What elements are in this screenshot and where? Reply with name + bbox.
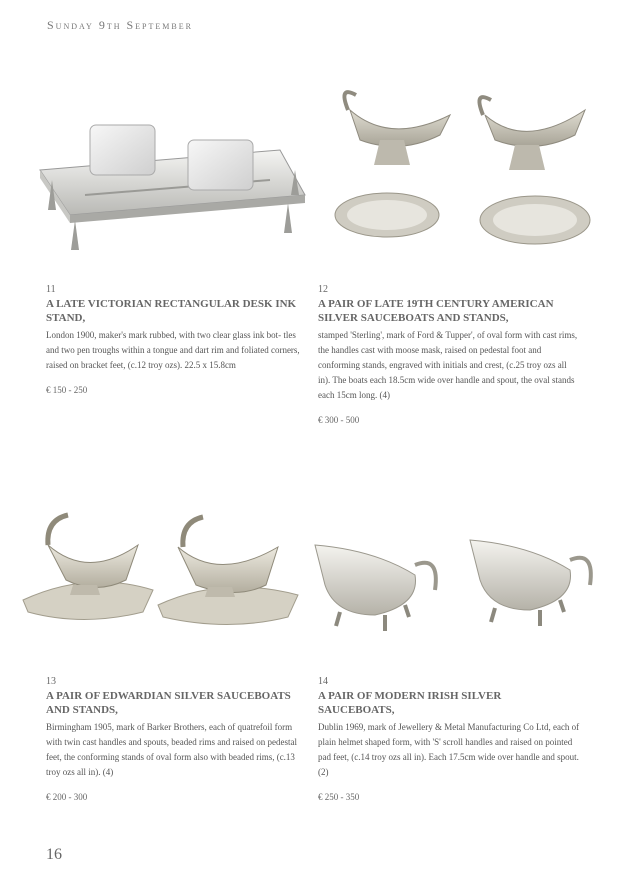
lot-13-photo: [18, 505, 318, 630]
lot-12-photo: [320, 80, 600, 260]
lot-number: 11: [46, 284, 56, 295]
lot-title: A PAIR OF MODERN IRISH SILVER SAUCEBOATS,: [318, 690, 502, 716]
lot-number: 13: [46, 676, 56, 687]
lot-13: [46, 676, 308, 802]
lot-12: [318, 284, 580, 425]
page-header: Sunday 9th September: [47, 18, 193, 32]
lot-11-photo: [30, 110, 310, 270]
lot-estimate: € 250 - 350: [318, 792, 360, 802]
lot-estimate: € 300 - 500: [318, 415, 360, 425]
lot-description: Birmingham 1905, mark of Barker Brothers, each of quatrefoil form with twin cast handles and spouts, beaded rims and raised on pedestal feet, the conforming stands of oval form also with beaded rims, (c.13 troy ozs all in). (4): [46, 722, 297, 777]
page-number: 16: [46, 846, 62, 863]
lot-description: stamped 'Sterling', mark of Ford & Tupper', of oval form with cast rims, the handles cast with moose mask, raised on pedestal foot and conforming stands, engraved with initials and crest, (c.25 troy ozs all in). The boats each 18.5cm wide over handle and spout, the oval stands each 15cm long. (4): [318, 330, 578, 400]
lot-14: [318, 676, 580, 802]
lot-11: [46, 284, 308, 395]
lot-number: 12: [318, 284, 328, 295]
lot-14-photo: [310, 530, 610, 640]
lot-title: A LATE VICTORIAN RECTANGULAR DESK INK STAND,: [46, 298, 297, 324]
lot-estimate: € 200 - 300: [46, 792, 88, 802]
lot-title: A PAIR OF LATE 19TH CENTURY AMERICAN SILVER SAUCEBOATS AND STANDS,: [318, 298, 554, 324]
lot-estimate: € 150 - 250: [46, 385, 88, 395]
lot-description: London 1900, maker's mark rubbed, with two clear glass ink bot- tles and two pen troughs within a tongue and dart rim and foliated corners, raised on bracket feet, (c.12 troy ozs). 22.5 x 15.8cm: [46, 330, 300, 370]
lot-number: 14: [318, 676, 328, 687]
lot-title: A PAIR OF EDWARDIAN SILVER SAUCEBOATS AND STANDS,: [46, 690, 291, 716]
lot-description: Dublin 1969, mark of Jewellery & Metal Manufacturing Co Ltd, each of plain helmet shaped form, with 'S' scroll handles and raised on pointed pad feet, (c.14 troy ozs all in). Each 17.5cm wide over handle and spout. (2): [318, 722, 580, 777]
